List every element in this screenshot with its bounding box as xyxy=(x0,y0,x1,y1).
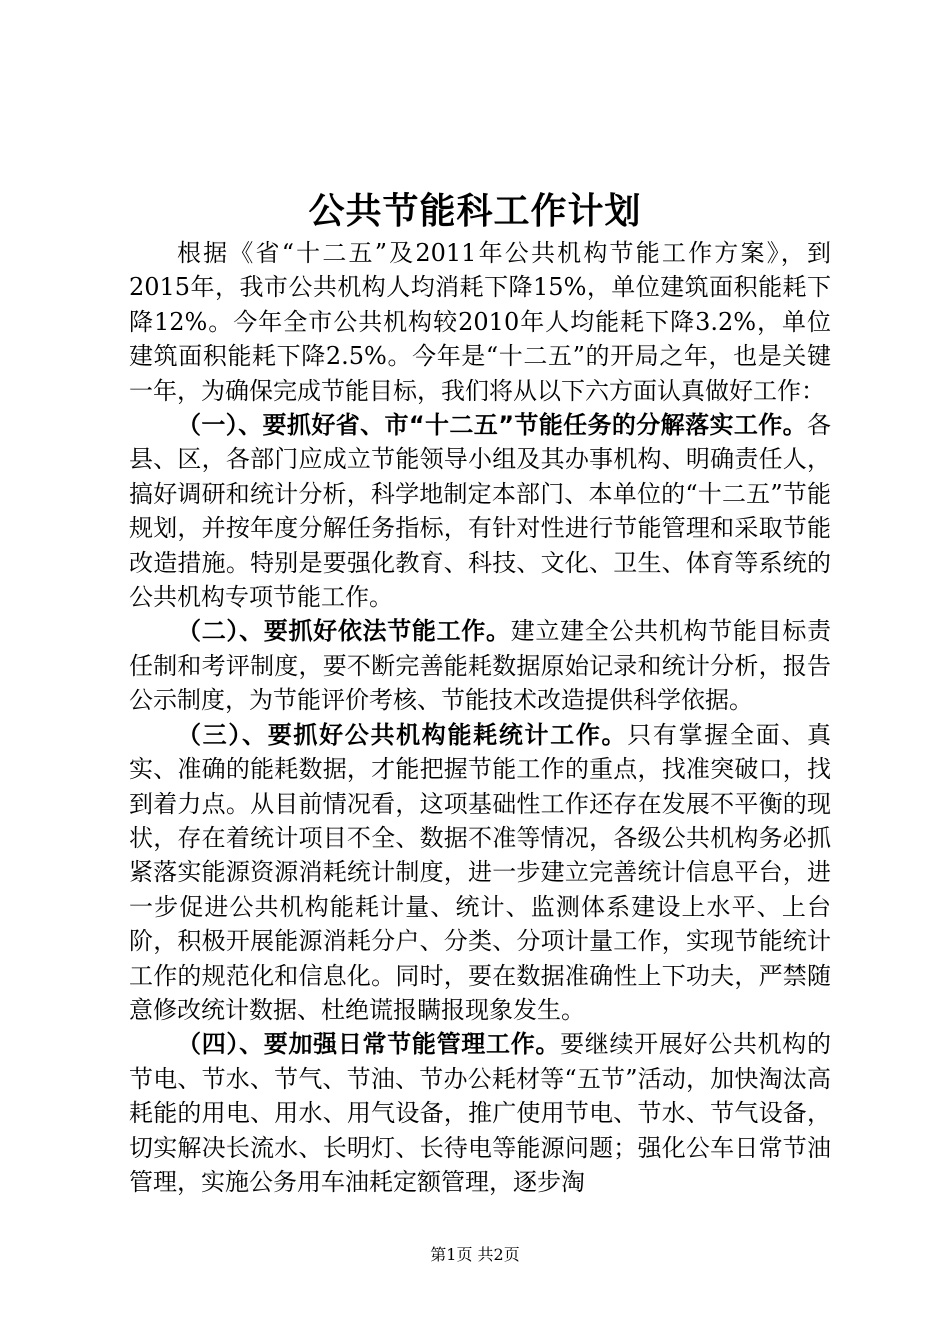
section-text-4: 要继续开展好公共机构的节电、节水、节气、节油、节办公耗材等“五节”活动，加快淘汰高耗能的用电、用水、用气设备，推广使用节电、节水、节气设备，切实解决长流水、长明灯、长待电等能源问题；强化公车日常节油管理，实施公务用车油耗定额管理，逐步淘 xyxy=(129,1030,832,1196)
page-number-footer: 第1页 共2页 xyxy=(430,1245,520,1264)
section-text-2: 建立建全公共机构节能目标责任制和考评制度，要不断完善能耗数据原始记录和统计分析，报告公示制度，为节能评价考核、节能技术改造提供科学依据。 xyxy=(129,617,832,715)
section-text-1: 各县、区，各部门应成立节能领导小组及其办事机构、明确责任人，搞好调研和统计分析，科学地制定本部门、本单位的“十二五”节能规划，并按年度分解任务指标，有针对性进行节能管理和采取节能改造措施。特别是要强化教育、科技、文化、卫生、体育等系统的公共机构专项节能工作。 xyxy=(129,411,831,612)
section-paragraph-1 xyxy=(129,408,831,614)
section-heading-4: （四）、要加强日常节能管理工作。 xyxy=(177,1030,561,1059)
section-heading-3: （三）、要抓好公共机构能耗统计工作。 xyxy=(177,720,628,749)
intro-paragraph: 根据《省“十二五”及2011年公共机构节能工作方案》，到2015年，我市公共机构人均消耗下降15%，单位建筑面积能耗下降12%。今年全市公共机构较2010年人均能耗下降3.2%，单位建筑面积能耗下降2.5%。今年是“十二五”的开局之年，也是关键一年，为确保完成节能目标，我们将从以下六方面认真做好工作： xyxy=(129,239,831,405)
document-body xyxy=(129,236,831,1199)
section-heading-2: （二）、要抓好依法节能工作。 xyxy=(177,617,511,646)
section-text-3: 只有掌握全面、真实、准确的能耗数据，才能把握节能工作的重点，找准突破口，找到着力点。从目前情况看，这项基础性工作还存在发展不平衡的现状，存在着统计项目不全、数据不准等情况，各级公共机构务必抓紧落实能源资源消耗统计制度，进一步建立完善统计信息平台，进一步促进公共机构能耗计量、统计、监测体系建设上水平、上台阶，积极开展能源消耗分户、分类、分项计量工作，实现节能统计工作的规范化和信息化。同时，要在数据准确性上下功夫，严禁随意修改统计数据、杜绝谎报瞒报现象发生。 xyxy=(129,720,832,1024)
section-paragraph-2 xyxy=(129,614,831,717)
section-paragraph-4 xyxy=(129,1027,831,1199)
section-paragraph-3 xyxy=(129,718,831,1028)
document-title: 公共节能科工作计划 xyxy=(308,190,642,232)
section-heading-1: （一）、要抓好省、市“十二五”节能任务的分解落实工作。 xyxy=(177,411,807,440)
